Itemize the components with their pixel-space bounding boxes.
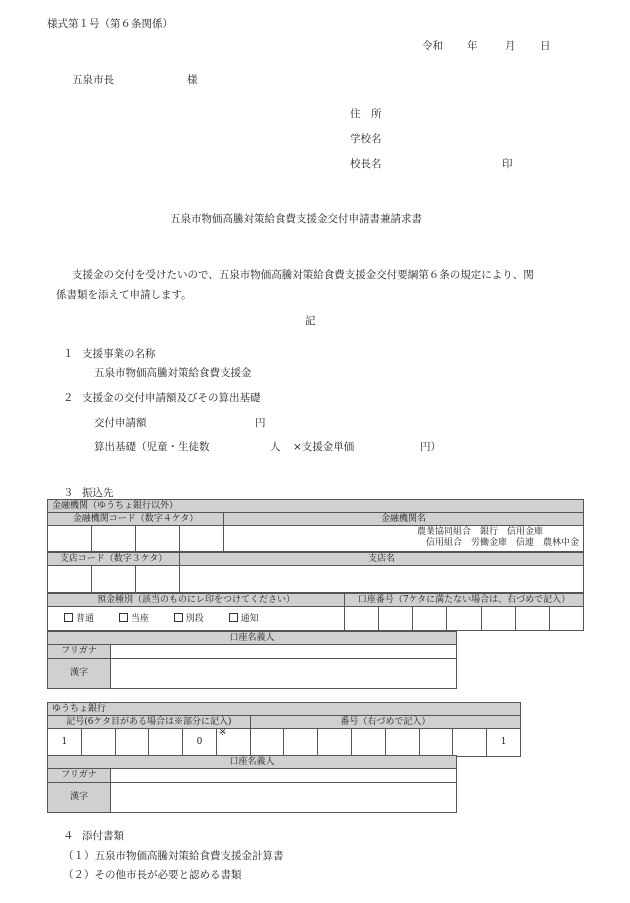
yucho-furigana-label: フリガナ <box>48 769 111 783</box>
account-digit-6[interactable] <box>515 607 549 631</box>
account-digit-4[interactable] <box>447 607 481 631</box>
addressee-name: 五泉市長 <box>72 74 114 86</box>
yucho-holder-table <box>47 755 457 813</box>
yucho-number-digit-1[interactable] <box>250 729 284 757</box>
branch-code-digit-1[interactable] <box>48 566 92 593</box>
section-1-value: 五泉市物価高騰対策給食費支援金 <box>94 367 252 379</box>
yucho-symbol-digit-1[interactable]: 1 <box>48 729 82 757</box>
holder-label: 口座名義人 <box>48 632 457 645</box>
deposit-table <box>47 593 584 631</box>
yucho-holder-label: 口座名義人 <box>48 756 457 769</box>
account-digit-3[interactable] <box>413 607 447 631</box>
branch-code-label: 支店コード（数字３ケタ） <box>48 553 180 566</box>
section-3-title: 振込先 <box>82 487 114 499</box>
addressee-honorific: 様 <box>187 74 198 86</box>
date-day: 日 <box>540 40 551 52</box>
body-line-1: 支援金の交付を受けたいので、五泉市物価高騰対策給食費支援金交付要綱第６条の規定により、関 <box>72 269 534 281</box>
deposit-option-toza[interactable]: 当座 <box>119 614 149 624</box>
date-era: 令和 <box>422 40 443 52</box>
deposit-type-label: 預金種別（該当のものにレ印をつけてください） <box>48 594 345 607</box>
basis-label: 算出基礎（児童・生徒数 <box>94 441 210 453</box>
account-digit-5[interactable] <box>481 607 515 631</box>
amount-label: 交付申請額 <box>94 417 147 429</box>
yucho-number-digit-6[interactable] <box>419 729 453 757</box>
amount-unit: 円 <box>255 417 266 429</box>
yucho-number-digit-8[interactable]: 1 <box>487 729 521 757</box>
yucho-symbol-label: 記号(6ケタ目がある場合は※部分に記入) <box>48 716 251 729</box>
yucho-number-digit-5[interactable] <box>385 729 419 757</box>
deposit-type-options <box>48 607 345 631</box>
yucho-number-digit-3[interactable] <box>318 729 352 757</box>
section-3-number: ３ <box>63 487 74 499</box>
yucho-table <box>47 702 521 757</box>
yucho-header: ゆうちょ銀行 <box>48 703 521 716</box>
basis-unit-price: ×支援金単価 <box>293 441 355 453</box>
applicant-address-label: 住 所 <box>350 108 382 120</box>
branch-code-digit-3[interactable] <box>136 566 180 593</box>
form-id: 様式第１号（第６条関係） <box>47 18 173 30</box>
section-4-title: 添付書類 <box>82 830 124 842</box>
account-digit-2[interactable] <box>379 607 413 631</box>
furigana-field[interactable] <box>111 645 457 659</box>
yucho-symbol-digit-4[interactable] <box>149 729 183 757</box>
branch-name-field[interactable] <box>180 566 584 593</box>
bank-code-digit-2[interactable] <box>92 526 136 552</box>
bank-table-top <box>47 499 584 552</box>
bank-code-label: 金融機関コード（数字４ケタ） <box>48 513 224 526</box>
section-2-number: ２ <box>63 392 74 404</box>
holder-table <box>47 631 457 689</box>
basis-person-unit: 人 <box>270 441 281 453</box>
date-month: 月 <box>505 40 516 52</box>
yucho-kanji-field[interactable] <box>111 783 457 813</box>
section-1-title: 支援事業の名称 <box>82 348 156 360</box>
yucho-symbol-digit-6[interactable]: ※ <box>216 729 250 757</box>
date-year: 年 <box>467 40 478 52</box>
account-digit-7[interactable] <box>549 607 583 631</box>
body-line-2: 係書類を添えて申請します。 <box>56 289 192 301</box>
deposit-option-tsuchi[interactable]: 通知 <box>229 614 259 624</box>
yucho-symbol-digit-2[interactable] <box>81 729 115 757</box>
bank-code-digit-1[interactable] <box>48 526 92 552</box>
applicant-principal-label: 校長名 <box>350 158 382 170</box>
deposit-option-betsudan[interactable]: 別段 <box>174 614 204 624</box>
bank-name-field[interactable] <box>224 526 584 552</box>
branch-table <box>47 552 584 593</box>
checkbox-icon <box>174 613 183 622</box>
ki-mark: 記 <box>305 315 316 327</box>
seal-mark: 印 <box>502 158 513 170</box>
attachment-2: （２）その他市長が必要と認める書類 <box>63 869 242 881</box>
bank-types-line-2: 信用組合 労働金庫 信連 農林中金 <box>425 538 579 548</box>
section-4-number: ４ <box>63 830 74 842</box>
checkbox-icon <box>229 613 238 622</box>
bank-types-line-1: 農業協同組合 銀行 信用金庫 <box>416 527 543 537</box>
yucho-number-digit-2[interactable] <box>284 729 318 757</box>
deposit-option-futsu[interactable]: 普通 <box>64 614 94 624</box>
bank-header: 金融機関（ゆうちょ銀行以外） <box>48 500 584 513</box>
yucho-furigana-field[interactable] <box>111 769 457 783</box>
document-title: 五泉市物価高騰対策給食費支援金交付申請書兼請求書 <box>170 213 422 225</box>
section-2-title: 支援金の交付申請額及びその算出基礎 <box>82 392 261 404</box>
section-1-number: １ <box>63 348 74 360</box>
branch-code-digit-2[interactable] <box>92 566 136 593</box>
yucho-number-label: 番号（右づめで記入） <box>250 716 520 729</box>
checkbox-icon <box>64 613 73 622</box>
kanji-label: 漢字 <box>48 659 111 689</box>
yucho-number-digit-7[interactable] <box>453 729 487 757</box>
bank-code-digit-3[interactable] <box>136 526 180 552</box>
applicant-school-label: 学校名 <box>350 133 382 145</box>
yucho-kanji-label: 漢字 <box>48 783 111 813</box>
bank-code-digit-4[interactable] <box>180 526 224 552</box>
yucho-symbol-digit-5[interactable]: 0 <box>183 729 217 757</box>
checkbox-icon <box>119 613 128 622</box>
account-number-label: 口座番号（7ケタに満たない場合は、右づめで記入） <box>345 594 584 607</box>
account-digit-1[interactable] <box>345 607 379 631</box>
furigana-label: フリガナ <box>48 645 111 659</box>
basis-yen-end: 円） <box>420 441 441 453</box>
yucho-number-digit-4[interactable] <box>352 729 386 757</box>
kanji-field[interactable] <box>111 659 457 689</box>
yucho-symbol-digit-3[interactable] <box>115 729 149 757</box>
bank-name-label: 金融機関名 <box>224 513 584 526</box>
attachment-1: （１）五泉市物価高騰対策給食費支援金計算書 <box>63 850 284 862</box>
branch-name-label: 支店名 <box>180 553 584 566</box>
